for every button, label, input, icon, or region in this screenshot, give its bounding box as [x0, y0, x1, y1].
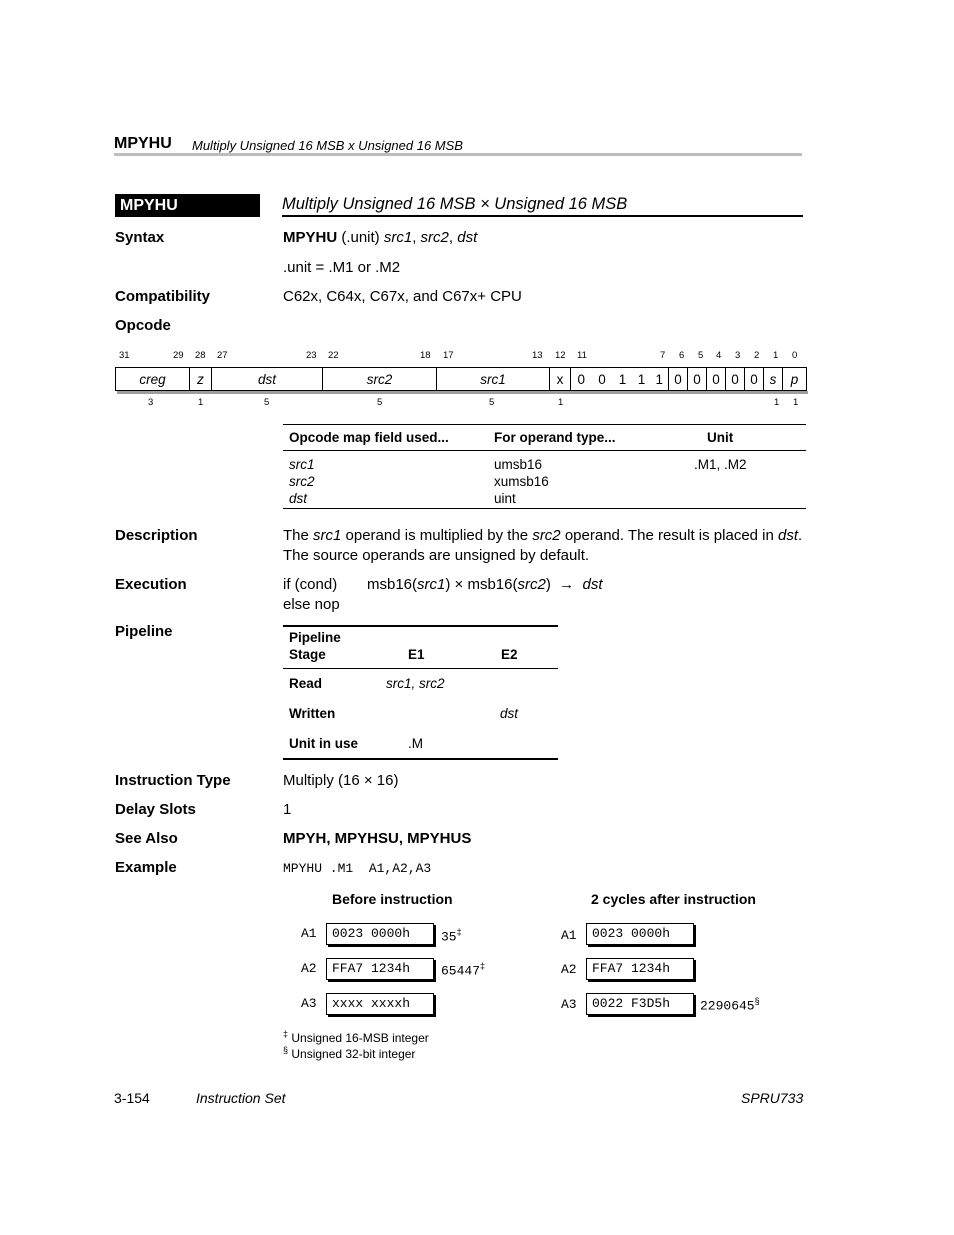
- execution-label: Execution: [115, 576, 187, 593]
- register-label: A2: [301, 961, 317, 976]
- field-map-header: Unit: [707, 430, 734, 445]
- double-dagger-mark: ‡: [480, 961, 486, 971]
- description-src1: src1: [313, 527, 342, 544]
- footnote: [283, 1029, 429, 1045]
- register-label: A1: [561, 928, 577, 943]
- bit-number: 1: [773, 350, 779, 361]
- bit-number: 11: [577, 350, 587, 361]
- pipeline-header-stage: Pipeline: [289, 630, 341, 645]
- field-width: 1: [558, 397, 564, 408]
- delay-slots-value: 1: [283, 801, 292, 818]
- bit-number: 3: [735, 350, 741, 361]
- syntax-comma: ,: [412, 229, 421, 246]
- description-line: [283, 527, 802, 544]
- syntax-unit: (.unit): [337, 229, 384, 246]
- footnote-text: Unsigned 16-MSB integer: [288, 1031, 429, 1045]
- delay-slots-label: Delay Slots: [115, 801, 196, 818]
- execution-else: else nop: [283, 596, 340, 613]
- register-note-value: 65447: [441, 963, 481, 979]
- section-mark: §: [754, 996, 760, 1006]
- opcode-field-src1: src1: [437, 368, 550, 391]
- double-dagger-mark: ‡: [456, 927, 462, 937]
- field-map-unit: .M1, .M2: [694, 457, 747, 472]
- opcode-bit: 0: [745, 368, 764, 391]
- pipeline-header-e1: E1: [408, 647, 425, 662]
- description-text: .: [798, 527, 803, 544]
- register-value-box: 0023 0000h: [586, 923, 694, 945]
- description-text: The: [283, 527, 314, 544]
- register-box-shadow: [588, 1015, 696, 1017]
- register-box-shadow: [328, 1015, 436, 1017]
- pipeline-rule: [283, 625, 558, 627]
- field-map-rule: [283, 508, 806, 509]
- bit-number: 31: [119, 350, 130, 361]
- description-text: operand. The result is placed in: [560, 527, 779, 544]
- compatibility-label: Compatibility: [115, 288, 211, 305]
- page-number: 3-154: [114, 1090, 150, 1106]
- field-width: 3: [148, 397, 154, 408]
- instruction-type-label: Instruction Type: [115, 772, 231, 789]
- opcode-field-dst: dst: [212, 368, 323, 391]
- syntax-mnemonic: MPYHU: [283, 229, 338, 246]
- instruction-name-box: MPYHU: [115, 194, 260, 217]
- opcode-field-src2: src2: [323, 368, 437, 391]
- double-dagger-mark: ‡: [283, 1029, 289, 1039]
- pipeline-label: Pipeline: [115, 623, 173, 640]
- description-line-2: The source operands are unsigned by default.: [283, 547, 590, 564]
- section-mark: §: [283, 1045, 289, 1055]
- field-map-rule: [283, 424, 806, 425]
- pipeline-row-e1: src1, src2: [386, 676, 445, 691]
- opcode-bit: 0: [726, 368, 745, 391]
- field-width: 1: [774, 397, 780, 408]
- field-map-type: uint: [494, 491, 516, 506]
- compatibility-value: C62x, C64x, C67x, and C67x+ CPU: [283, 288, 522, 305]
- register-value-box: xxxx xxxxh: [326, 993, 434, 1015]
- field-width: 5: [377, 397, 383, 408]
- pipeline-row-label: Read: [289, 676, 323, 691]
- bit-number: 22: [328, 350, 339, 361]
- before-title: Before instruction: [332, 891, 453, 907]
- pipeline-row-label: Written: [289, 706, 336, 721]
- description-label: Description: [115, 527, 198, 544]
- title-rule: [282, 215, 803, 217]
- syntax-src1: src1: [383, 229, 413, 246]
- register-value-box: 0023 0000h: [326, 923, 434, 945]
- field-map-field: dst: [289, 491, 308, 506]
- field-map-field: src1: [289, 457, 315, 472]
- syntax-src2: src2: [420, 229, 449, 246]
- see-also-label: See Also: [115, 830, 178, 847]
- opcode-bit: 0: [688, 368, 707, 391]
- bit-number: 5: [698, 350, 704, 361]
- execution-src2: src2: [517, 576, 546, 593]
- opcode-field-z: z: [190, 368, 212, 391]
- field-width: 1: [198, 397, 204, 408]
- instruction-type-value: Multiply (16 × 16): [283, 772, 399, 789]
- register-box-shadow: [694, 995, 696, 1017]
- instruction-description-title: Multiply Unsigned 16 MSB × Unsigned 16 MSB: [282, 195, 628, 213]
- example-code: MPYHU .M1 A1,A2,A3: [283, 861, 432, 876]
- register-label: A1: [301, 926, 317, 941]
- bit-number: 27: [217, 350, 228, 361]
- footnote: [283, 1045, 415, 1061]
- opcode-bit: 1: [613, 368, 633, 391]
- running-header-title: Multiply Unsigned 16 MSB x Unsigned 16 MSB: [192, 138, 463, 153]
- register-value-box: FFA7 1234h: [586, 958, 694, 980]
- syntax-comma: ,: [448, 229, 458, 246]
- field-map-header: For operand type...: [494, 430, 616, 445]
- register-note-value: 35: [441, 929, 457, 945]
- pipeline-rule: [283, 668, 558, 669]
- bit-number: 13: [532, 350, 543, 361]
- pipeline-row-e1: .M: [408, 736, 423, 751]
- register-label: A3: [301, 996, 317, 1011]
- bit-number: 12: [555, 350, 566, 361]
- execution-src1: src1: [417, 576, 446, 593]
- syntax-line: [283, 229, 477, 246]
- field-map-header: Opcode map field used...: [289, 430, 449, 445]
- register-box-shadow: [434, 960, 436, 982]
- pipeline-rule: [283, 758, 558, 760]
- register-box-shadow: [588, 945, 696, 947]
- bit-number: 6: [679, 350, 685, 361]
- field-width: 5: [264, 397, 270, 408]
- syntax-dst: dst: [457, 229, 478, 246]
- register-note: [700, 996, 760, 1013]
- opcode-field-p: p: [783, 368, 807, 391]
- bit-number: 23: [306, 350, 317, 361]
- register-box-shadow: [694, 960, 696, 982]
- syntax-unit-line: .unit = .M1 or .M2: [283, 259, 401, 276]
- register-box-shadow: [328, 945, 436, 947]
- pipeline-header-stage: Stage: [289, 647, 326, 662]
- register-box-shadow: [434, 925, 436, 947]
- syntax-label: Syntax: [115, 229, 165, 246]
- execution-expression: [367, 576, 603, 593]
- bit-number: 4: [716, 350, 722, 361]
- see-also-value: MPYH, MPYHSU, MPYHUS: [283, 830, 472, 847]
- opcode-bit: 1: [651, 368, 669, 391]
- field-map-type: umsb16: [494, 457, 543, 472]
- opcode-field-x: x: [550, 368, 571, 391]
- register-box-shadow: [328, 980, 436, 982]
- register-note: [441, 927, 462, 944]
- running-header-code: MPYHU: [114, 135, 172, 152]
- execution-text: ): [545, 576, 551, 593]
- field-map-rule: [283, 450, 806, 451]
- bit-number: 2: [754, 350, 760, 361]
- register-label: A3: [561, 997, 577, 1012]
- field-width: 5: [489, 397, 495, 408]
- opcode-label: Opcode: [115, 317, 171, 334]
- bit-number: 17: [443, 350, 454, 361]
- opcode-bit: 1: [633, 368, 651, 391]
- description-dst: dst: [778, 527, 799, 544]
- arrow-icon: →: [559, 576, 575, 593]
- pipeline-row-label: Unit in use: [289, 736, 359, 751]
- footer-section: Instruction Set: [196, 1090, 286, 1106]
- bit-number: 29: [173, 350, 184, 361]
- register-note-value: 2290645: [700, 998, 755, 1014]
- opcode-field-creg: creg: [116, 368, 190, 391]
- execution-text: ) × msb16(: [445, 576, 518, 593]
- execution-text: msb16(: [367, 576, 418, 593]
- field-width: 1: [793, 397, 799, 408]
- bit-number: 0: [792, 350, 798, 361]
- opcode-field-table: [115, 367, 807, 391]
- pipeline-header-e2: E2: [501, 647, 518, 662]
- opcode-bit: 0: [707, 368, 726, 391]
- opcode-bit: 0: [592, 368, 613, 391]
- register-box-shadow: [588, 980, 696, 982]
- register-value-box: FFA7 1234h: [326, 958, 434, 980]
- footnote-text: Unsigned 32-bit integer: [288, 1047, 416, 1061]
- field-map-field: src2: [289, 474, 315, 489]
- opcode-shadow: [117, 391, 808, 394]
- bit-number: 7: [660, 350, 666, 361]
- after-title: 2 cycles after instruction: [591, 891, 756, 907]
- register-note: [441, 961, 485, 978]
- execution-dst: dst: [582, 576, 603, 593]
- register-box-shadow: [434, 995, 436, 1017]
- footer-document-id: SPRU733: [741, 1090, 804, 1106]
- execution-cond: if (cond): [283, 576, 338, 593]
- example-label: Example: [115, 859, 177, 876]
- header-rule: [114, 153, 802, 156]
- pipeline-row-e2: dst: [500, 706, 519, 721]
- register-box-shadow: [694, 925, 696, 947]
- description-text: operand is multiplied by the: [341, 527, 533, 544]
- opcode-bit: 0: [669, 368, 688, 391]
- opcode-bit: 0: [571, 368, 592, 391]
- register-value-box: 0022 F3D5h: [586, 993, 694, 1015]
- opcode-field-s: s: [764, 368, 783, 391]
- description-src2: src2: [532, 527, 561, 544]
- bit-number: 28: [195, 350, 206, 361]
- bit-number: 18: [420, 350, 431, 361]
- register-label: A2: [561, 962, 577, 977]
- field-map-type: xumsb16: [494, 474, 549, 489]
